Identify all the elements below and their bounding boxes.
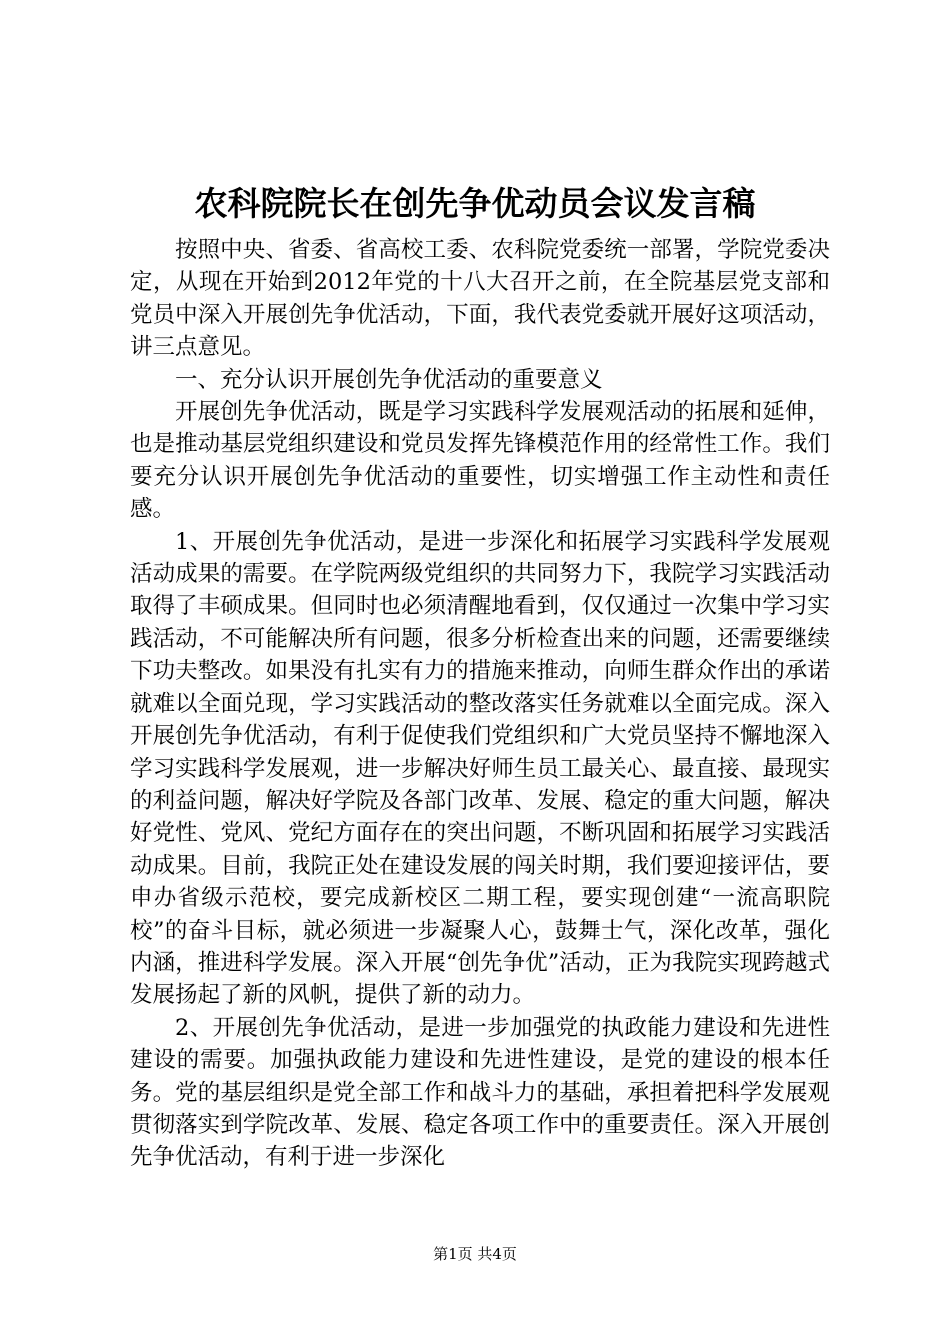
section-heading-1: 一、充分认识开展创先争优活动的重要意义 bbox=[175, 366, 603, 393]
paragraph-section-1-intro: 开展创先争优活动，既是学习实践科学发展观活动的拓展和延伸，也是推动基层党组织建设和党员发挥先锋模范作用的经常性工作。我们要充分认识开展创先争优活动的重要性，切实增强工作主动性和责任感。 bbox=[130, 399, 830, 523]
paragraph-intro: 按照中央、省委、省高校工委、农科院党委统一部署，学院党委决定，从现在开始到2012年党的十八大召开之前，在全院基层党支部和党员中深入开展创先争优活动，下面，我代表党委就开展好这项活动，讲三点意见。 bbox=[130, 237, 830, 361]
paragraph-point-1: 1、开展创先争优活动，是进一步深化和拓展学习实践科学发展观活动成果的需要。在学院两级党组织的共同努力下，我院学习实践活动取得了丰硕成果。但同时也必须清醒地看到，仅仅通过一次集中学习实践活动，不可能解决所有问题，很多分析检查出来的问题，还需要继续下功夫整改。如果没有扎实有力的措施来推动，向师生群众作出的承诺就难以全面兑现，学习实践活动的整改落实任务就难以全面完成。深入开展创先争优活动，有利于促使我们党组织和广大党员坚持不懈地深入学习实践科学发展观，进一步解决好师生员工最关心、最直接、最现实的利益问题，解决好学院及各部门改革、发展、稳定的重大问题，解决好党性、党风、党纪方面存在的突出问题，不断巩固和拓展学习实践活动成果。目前，我院正处在建设发展的闯关时期，我们要迎接评估，要申办省级示范校，要完成新校区二期工程，要实现创建“一流高职院校”的奋斗目标，就必须进一步凝聚人心，鼓舞士气，深化改革，强化内涵，推进科学发展。深入开展“创先争优”活动，正为我院实现跨越式发展扬起了新的风帆，提供了新的动力。 bbox=[130, 528, 830, 1009]
page-number-footer: 第1页 共4页 bbox=[433, 1245, 517, 1263]
document-body bbox=[130, 234, 830, 1174]
document-title: 农科院院长在创先争优动员会议发言稿 bbox=[194, 184, 756, 223]
paragraph-point-2: 2、开展创先争优活动，是进一步加强党的执政能力建设和先进性建设的需要。加强执政能力建设和先进性建设，是党的建设的根本任务。党的基层组织是党全部工作和战斗力的基础，承担着把科学发展观贯彻落实到学院改革、发展、稳定各项工作中的重要责任。深入开展创先争优活动，有利于进一步深化 bbox=[130, 1014, 830, 1171]
